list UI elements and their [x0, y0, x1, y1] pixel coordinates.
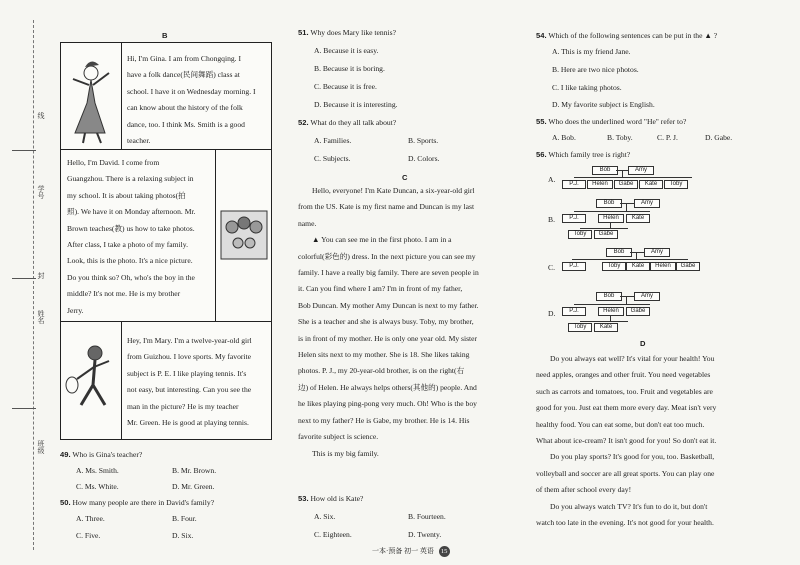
- tree-option-c[interactable]: C.: [548, 263, 555, 272]
- margin-rule: [12, 150, 36, 151]
- text-line: man in the picture? He is my teacher: [127, 401, 239, 411]
- text-line: my school. It is about taking photos(拍: [67, 190, 186, 200]
- q55-option-a[interactable]: A. Bob.: [552, 133, 576, 142]
- david-picture-cell: [215, 149, 272, 321]
- text-line: school. I have it on Wednesday morning. I: [127, 86, 256, 96]
- text-line: Guangzhou. There is a relaxing subject in: [67, 174, 194, 184]
- text-line: is in front of my mother. He is only one year old. My sister: [298, 333, 478, 343]
- text-line: What about ice-cream? It isn't good for you! So don't eat it.: [536, 436, 717, 446]
- q54-option-a[interactable]: A. This is my friend Jane.: [552, 47, 631, 56]
- gina-passage: [127, 51, 267, 149]
- text-line: Mr. Green. He is good at playing tennis.: [127, 418, 249, 428]
- q50-option-b[interactable]: B. Four.: [172, 514, 197, 523]
- text-line: Do you think so? Oh, who's the boy in the: [67, 272, 195, 282]
- section-c-heading: C: [402, 173, 408, 182]
- mary-passage: [127, 333, 267, 431]
- tree-edge: [630, 252, 644, 253]
- text-line: Do you always eat well? It's vital for your health! You: [550, 354, 715, 363]
- dancer-illustration: [61, 43, 121, 149]
- margin-rule: [12, 408, 36, 409]
- node-helen: Helen: [598, 214, 624, 223]
- margin-label-seal: 封: [37, 272, 45, 279]
- q55-option-b[interactable]: B. Toby.: [607, 133, 633, 142]
- question-49: 49. Who is Gina's teacher?: [60, 450, 143, 459]
- text-line: Jerry.: [67, 305, 84, 315]
- text-line: 照). We have it on Monday afternoon. Mr.: [67, 207, 196, 217]
- tree-edge: [620, 203, 634, 204]
- text-line: not easy, but interesting. Can you see the: [127, 385, 252, 395]
- q54-option-d[interactable]: D. My favorite subject is English.: [552, 100, 655, 109]
- q51-option-d[interactable]: D. Because it is interesting.: [314, 100, 398, 109]
- page-footer: 一本·预备 初一 英语 15: [372, 546, 450, 557]
- node-bob: Bob: [596, 292, 622, 301]
- tree-edge: [572, 259, 688, 260]
- text-line: from the US. Kate is my first name and Duncan is my last: [298, 202, 475, 212]
- q51-option-c[interactable]: C. Because it is free.: [314, 82, 377, 91]
- node-helen: Helen: [650, 262, 676, 271]
- family-tree-c: [562, 248, 722, 276]
- david-passage: [67, 155, 213, 319]
- gina-picture-cell: [61, 43, 122, 149]
- text-line: teacher.: [127, 136, 151, 146]
- text-line: This is my big family.: [312, 448, 379, 458]
- node-pj: P.J.: [562, 180, 586, 189]
- text-line: Hey, I'm Mary. I'm a twelve-year-old girl: [127, 336, 252, 345]
- q53-option-b[interactable]: B. Fourteen.: [408, 512, 446, 521]
- node-amy: Amy: [634, 292, 660, 301]
- section-d-heading: D: [640, 339, 646, 348]
- text-line: healthy food. You can eat some, but don't eat too much.: [536, 419, 705, 429]
- text-line: After class, I take a photo of my family.: [67, 240, 188, 250]
- text-line: Brown teaches(教) us how to take photos.: [67, 223, 195, 233]
- node-kate: Kate: [626, 214, 650, 223]
- tree-edge: [620, 296, 634, 297]
- q51-option-a[interactable]: A. Because it is easy.: [314, 46, 379, 55]
- node-gabe: Gabe: [626, 307, 650, 316]
- node-toby: Toby: [568, 230, 592, 239]
- q53-option-c[interactable]: C. Eighteen.: [314, 530, 352, 539]
- node-gabe: Gabe: [594, 230, 618, 239]
- tree-edge: [580, 228, 628, 229]
- node-toby: Toby: [664, 180, 688, 189]
- mary-picture-cell: [61, 321, 122, 439]
- tree-option-b[interactable]: B.: [548, 215, 555, 224]
- node-pj: P.J.: [562, 214, 586, 223]
- q49-option-b[interactable]: B. Mr. Brown.: [172, 466, 217, 475]
- passage-b-box: [60, 42, 272, 440]
- node-kate: Kate: [639, 180, 663, 189]
- q55-option-c[interactable]: C. P. J.: [657, 133, 678, 142]
- question-50: 50. How many people are there in David's family?: [60, 498, 215, 507]
- text-line: subject is P. E. I like playing tennis. It's: [127, 368, 247, 378]
- family-tree-b: [562, 199, 722, 241]
- text-line: She is a teacher and she is always busy. Toby, my brother,: [298, 317, 474, 327]
- q52-option-b[interactable]: B. Sports.: [408, 136, 439, 145]
- blank-sentence-line: ▲ You can see me in the first photo. I am in a: [312, 235, 452, 245]
- passage-c: [298, 183, 516, 462]
- text-line: middle? It's not me. He is my brother: [67, 289, 181, 299]
- text-line: watch too late in the evening. It's not good for your health.: [536, 518, 714, 528]
- node-amy: Amy: [644, 248, 670, 257]
- family-photo-illustration: [216, 149, 272, 321]
- passage-d: [536, 351, 754, 531]
- q53-option-d[interactable]: D. Twenty.: [408, 530, 442, 539]
- node-helen: Helen: [598, 307, 624, 316]
- text-line: dance, too. I think Ms. Smith is a good: [127, 119, 245, 129]
- margin-label-name: 姓名: [37, 310, 45, 324]
- text-line: can know about the history of the folk: [127, 103, 243, 113]
- text-line: such as carrots and tomatoes, too. Fruit and vegetables are: [536, 386, 713, 396]
- text-line: he likes playing ping-pong very much. Oh! Who is the boy: [298, 399, 477, 409]
- tree-edge: [574, 304, 650, 305]
- node-bob: Bob: [596, 199, 622, 208]
- page-number-badge: 15: [439, 546, 450, 557]
- q49-option-d[interactable]: D. Mr. Green.: [172, 482, 215, 491]
- question-55: 55. Who does the underlined word "He" refer to?: [536, 117, 687, 126]
- q50-option-d[interactable]: D. Six.: [172, 531, 194, 540]
- text-line: photos. P. J., my 20-year-old brother, is on the right(右: [298, 366, 465, 376]
- text-line: of them after school every day!: [536, 485, 632, 495]
- text-line: volleyball and soccer are all great sports. You can play one: [536, 468, 715, 478]
- text-line: name.: [298, 218, 317, 228]
- tree-edge: [574, 211, 650, 212]
- text-line: favorite subject is science.: [298, 432, 379, 442]
- tree-edge: [580, 321, 628, 322]
- margin-label-class: 班级: [37, 440, 45, 454]
- binding-line: [33, 20, 34, 550]
- node-pj: P.J.: [562, 307, 586, 316]
- node-amy: Amy: [634, 199, 660, 208]
- question-56: 56. Which family tree is right?: [536, 150, 631, 159]
- text-line: colorful(彩色的) dress. In the next picture you can see my: [298, 251, 476, 261]
- q52-option-c[interactable]: C. Subjects.: [314, 154, 351, 163]
- tree-option-d[interactable]: D.: [548, 309, 556, 318]
- q50-option-a[interactable]: A. Three.: [76, 514, 105, 523]
- text-line: Hello, everyone! I'm Kate Duncan, a six-year-old girl: [312, 186, 475, 195]
- question-52: 52. What do they all talk about?: [298, 118, 397, 127]
- node-gabe: Gabe: [614, 180, 638, 189]
- tree-option-a[interactable]: A.: [548, 175, 556, 184]
- question-53: 53. How old is Kate?: [298, 494, 364, 503]
- q54-option-b[interactable]: B. Here are two nice photos.: [552, 65, 639, 74]
- text-line: have a folk dance(民间舞蹈) class at: [127, 70, 240, 80]
- section-b-heading: B: [162, 31, 168, 40]
- text-line: from Guizhou. I love sports. My favorite: [127, 352, 252, 362]
- node-helen: Helen: [587, 180, 613, 189]
- node-bob: Bob: [592, 166, 618, 175]
- q52-option-d[interactable]: D. Colors.: [408, 154, 440, 163]
- text-line: Look, this is the photo. It's a nice picture.: [67, 256, 193, 266]
- node-gabe: Gabe: [676, 262, 700, 271]
- text-line: Do you play sports? It's good for you, too. Basketball,: [550, 452, 715, 462]
- family-tree-a: [562, 166, 722, 192]
- text-line: Bob Duncan. My mother Amy Duncan is next to my father.: [298, 300, 479, 310]
- text-line: Do you always watch TV? It's fun to do it, but don't: [550, 501, 708, 511]
- tree-edge: [574, 177, 692, 178]
- q50-option-c[interactable]: C. Five.: [76, 531, 101, 540]
- node-pj: P.J.: [562, 262, 586, 271]
- text-line: good for you. Just eat them more every day. Meat isn't very: [536, 403, 717, 413]
- text-line: it. Can you find where I am? I'm in front of my father,: [298, 284, 463, 294]
- node-kate: Kate: [594, 323, 618, 332]
- q49-option-a[interactable]: A. Ms. Smith.: [76, 466, 119, 475]
- text-line: Hi, I'm Gina. I am from Chongqing. I: [127, 54, 241, 63]
- node-amy: Amy: [628, 166, 654, 175]
- text-line: Helen sits next to my mother. She is 18. She likes taking: [298, 350, 470, 360]
- tennis-player-illustration: [61, 321, 121, 439]
- family-tree-d: [562, 292, 722, 334]
- question-51: 51. Why does Mary like tennis?: [298, 28, 396, 37]
- question-54: 54. Which of the following sentences can be put in the ▲ ?: [536, 31, 718, 40]
- q55-option-d[interactable]: D. Gabe.: [705, 133, 733, 142]
- q49-option-c[interactable]: C. Ms. White.: [76, 482, 119, 491]
- node-toby: Toby: [568, 323, 592, 332]
- q52-option-a[interactable]: A. Families.: [314, 136, 352, 145]
- text-line: need apples, oranges and other fruit. You need vegetables: [536, 370, 711, 380]
- text-line: family. I have a really big family. There are seven people in: [298, 268, 479, 278]
- margin-label-line: 线: [37, 112, 45, 119]
- underlined-he-line: 边) of Helen. He always helps others(其他的) people. And: [298, 382, 477, 392]
- text-line: Hello, I'm David. I come from: [67, 158, 160, 167]
- node-toby: Toby: [602, 262, 626, 271]
- node-bob: Bob: [606, 248, 632, 257]
- q51-option-b[interactable]: B. Because it is boring.: [314, 64, 385, 73]
- margin-label-id: 学号: [37, 185, 45, 199]
- margin-rule: [12, 278, 36, 279]
- q53-option-a[interactable]: A. Six.: [314, 512, 336, 521]
- node-kate: Kate: [626, 262, 650, 271]
- text-line: next to my father? He is Gabe, my brother. He is 14. His: [298, 415, 470, 425]
- q54-option-c[interactable]: C. I like taking photos.: [552, 83, 622, 92]
